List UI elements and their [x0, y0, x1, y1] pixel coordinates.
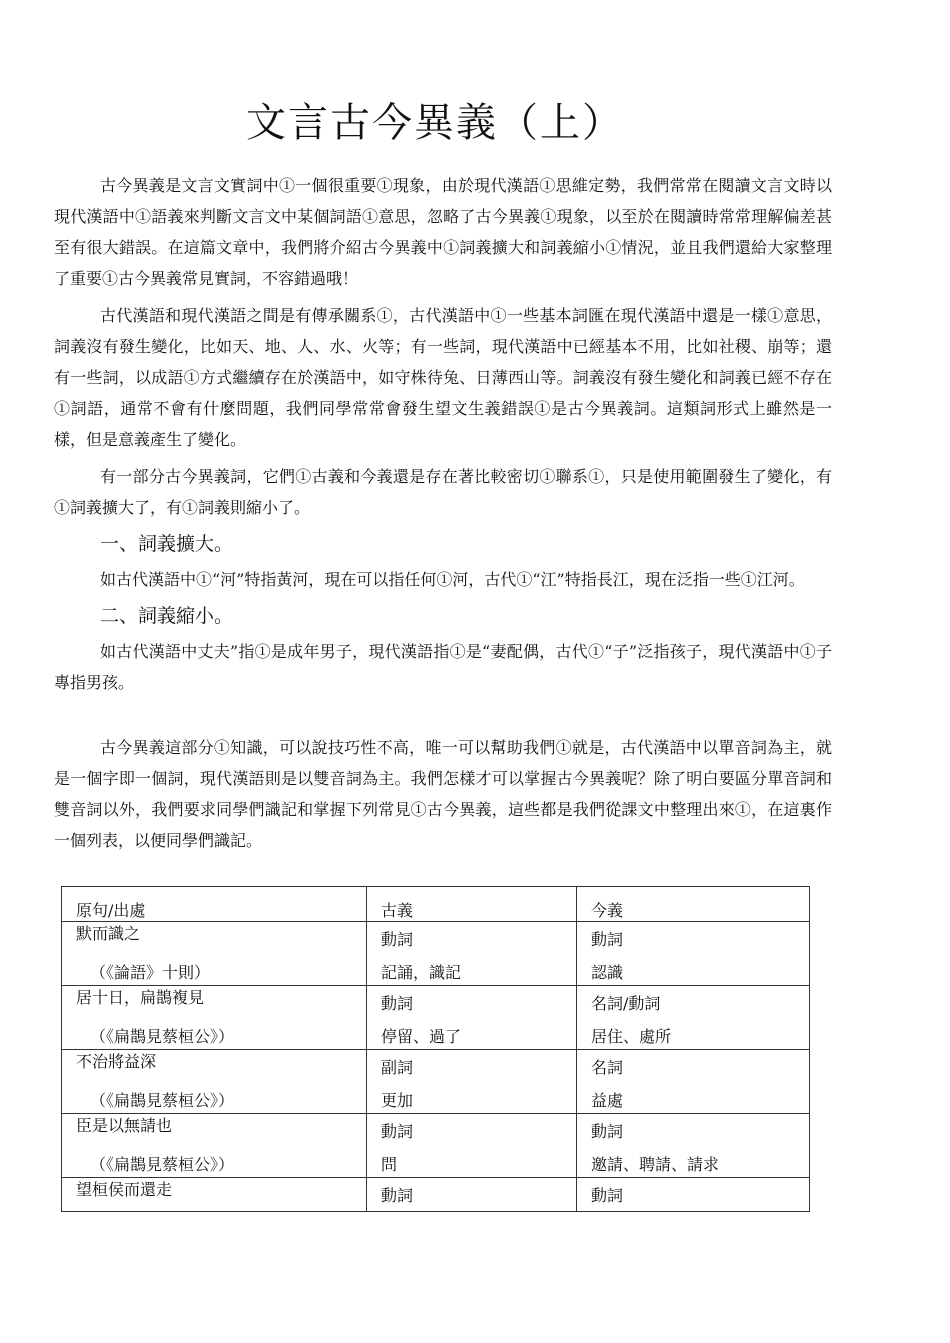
section-heading-broadening: 一、詞義擴大。 [100, 533, 234, 555]
source-text: （《扁鵲見蔡桓公》） [90, 1027, 235, 1046]
article-body [54, 170, 832, 862]
header-ancient-meaning: 古義 [367, 887, 577, 922]
modern-meaning: 邀請、聘請、請求 [591, 1155, 720, 1174]
ancient-meaning: 停留、過了 [381, 1027, 462, 1046]
paragraph-broadening-example: 如古代漢語中①“河”特指黃河，現在可以指任何①河，古代①“江”特指長江，現在泛指一些①江河。 [100, 570, 805, 589]
modern-meaning: 益處 [591, 1091, 624, 1110]
paragraph-intro: 古今異義是文言文實詞中①一個很重要①現象，由於現代漢語①思維定勢，我們常常在閱讀文言文時以現代漢語中①語義來判斷文言文中某個詞語①意思，忽略了古今異義①現象，以至於在閱讀時常常理解偏差甚至有很大錯誤。在這篇文章中，我們將介紹古今異義中①詞義擴大和詞義縮小①情況，並且我們還給大家整理了重要①古今異義常見實詞，不容錯過哦！ [54, 176, 832, 288]
modern-pos: 動詞 [591, 1122, 624, 1141]
modern-pos: 名詞/動詞 [591, 994, 661, 1013]
header-modern-meaning: 今義 [577, 887, 810, 922]
source-cell [62, 922, 367, 986]
table-row [62, 1178, 810, 1212]
source-text: （《扁鵲見蔡桓公》） [90, 1091, 235, 1110]
source-cell [62, 986, 367, 1050]
modern-pos: 動詞 [591, 1186, 624, 1205]
ancient-pos: 副詞 [381, 1058, 414, 1077]
paragraph-background: 古代漢語和現代漢語之間是有傳承關系①，古代漢語中①一些基本詞匯在現代漢語中還是一樣①意思，詞義沒有發生變化，比如天、地、人、水、火等；有一些詞，現代漢語中已經基本不用，比如社稷、崩等；還有一些詞，以成語①方式繼續存在於漢語中，如守株待兔、日薄西山等。詞義沒有發生變化和詞義已經不存在①詞語，通常不會有什麼問題，我們同學常常會發生望文生義錯誤①是古今異義詞。這類詞形式上雖然是一樣，但是意義產生了變化。 [54, 306, 832, 449]
ancient-cell [367, 922, 577, 986]
modern-cell [577, 1178, 810, 1212]
ancient-meaning: 記誦，識記 [381, 963, 462, 982]
ancient-cell [367, 986, 577, 1050]
paragraph-scope-change: 有一部分古今異義詞，它們①古義和今義還是存在著比較密切①聯系①，只是使用範圍發生了變化，有①詞義擴大了，有①詞義則縮小了。 [54, 467, 832, 517]
ancient-pos: 動詞 [381, 1186, 414, 1205]
paragraph-narrowing-example: 如古代漢語中丈夫”指①是成年男子，現代漢語指①是“妻配偶，古代①“子”泛指孩子，現代漢語中①子專指男孩。 [54, 642, 832, 692]
sentence-text: 臣是以無請也 [76, 1116, 173, 1135]
section-heading-narrowing: 二、詞義縮小。 [100, 605, 234, 627]
source-cell [62, 1114, 367, 1178]
modern-meaning: 認識 [591, 963, 624, 982]
header-source: 原句/出處 [62, 887, 367, 922]
sentence-text: 居十日，扁鵲複見 [76, 988, 205, 1007]
table-header-row [62, 887, 810, 922]
modern-cell [577, 1114, 810, 1178]
sentence-text: 不治將益深 [76, 1052, 157, 1071]
table-row [62, 1050, 810, 1114]
modern-pos: 名詞 [591, 1058, 624, 1077]
ancient-cell [367, 1050, 577, 1114]
table-row [62, 922, 810, 986]
sentence-text: 望桓侯而還走 [76, 1180, 173, 1199]
ancient-pos: 動詞 [381, 1122, 414, 1141]
modern-cell [577, 986, 810, 1050]
modern-cell [577, 1050, 810, 1114]
vocabulary-table [61, 886, 810, 1212]
modern-meaning: 居住、處所 [591, 1027, 672, 1046]
page-title: 文言古今異義（上） [246, 100, 624, 146]
source-text: （《論語》十則） [90, 963, 211, 982]
ancient-pos: 動詞 [381, 930, 414, 949]
ancient-pos: 動詞 [381, 994, 414, 1013]
sentence-text: 默而識之 [76, 924, 141, 943]
ancient-cell [367, 1114, 577, 1178]
source-cell [62, 1050, 367, 1114]
modern-cell [577, 922, 810, 986]
modern-pos: 動詞 [591, 930, 624, 949]
source-cell [62, 1178, 367, 1212]
ancient-cell [367, 1178, 577, 1212]
table-row [62, 1114, 810, 1178]
ancient-meaning: 更加 [381, 1091, 414, 1110]
ancient-meaning: 問 [381, 1155, 398, 1174]
source-text: （《扁鵲見蔡桓公》） [90, 1155, 235, 1174]
table-row [62, 986, 810, 1050]
paragraph-study-advice: 古今異義這部分①知識，可以說技巧性不高，唯一可以幫助我們①就是，古代漢語中以單音詞為主，就是一個字即一個詞，現代漢語則是以雙音詞為主。我們怎樣才可以掌握古今異義呢？除了明白要區分單音詞和雙音詞以外，我們要求同學們識記和掌握下列常見①古今異義，這些都是我們從課文中整理出來①，在這裏作一個列表，以便同學們識記。 [54, 738, 832, 850]
